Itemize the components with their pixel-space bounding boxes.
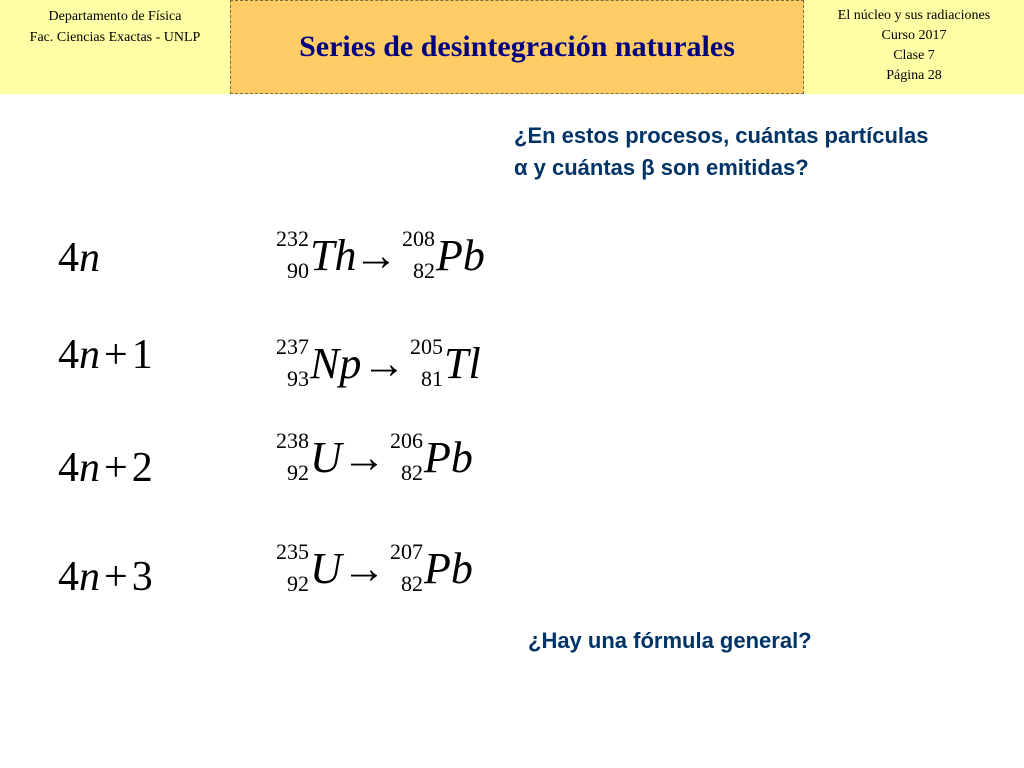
series-operator: + xyxy=(104,445,128,491)
department-label: Departamento de Física xyxy=(48,9,182,24)
atomic-number: 82 xyxy=(401,571,423,596)
element-symbol: Np xyxy=(310,339,362,388)
series-label-4n-plus-3 xyxy=(58,556,153,598)
atomic-number: 92 xyxy=(287,460,309,485)
question-general-formula: ¿Hay una fórmula general? xyxy=(528,628,812,653)
element-symbol: U xyxy=(310,544,342,593)
header-left-panel xyxy=(0,0,230,94)
series-addend: 1 xyxy=(131,332,153,378)
series-operator: + xyxy=(104,332,128,378)
page-title: Series de desintegración naturales xyxy=(299,30,735,63)
class-number-label: Clase 7 xyxy=(893,48,935,63)
header-right-panel xyxy=(804,0,1024,94)
series-label-4n xyxy=(58,237,100,279)
mass-number: 206 xyxy=(390,428,423,453)
decay-arrow: → xyxy=(362,339,406,388)
decay-arrow: → xyxy=(342,433,386,482)
question-particles xyxy=(514,120,928,184)
series-label-4n-plus-1 xyxy=(58,334,153,376)
element-symbol: Th xyxy=(310,231,357,280)
series-coef: 4 xyxy=(58,445,79,491)
element-symbol: Pb xyxy=(424,433,473,482)
atomic-number: 90 xyxy=(287,258,309,283)
element-symbol: U xyxy=(310,433,342,482)
page-number-label: Página 28 xyxy=(886,68,942,83)
atomic-number: 93 xyxy=(287,366,309,391)
series-var: n xyxy=(79,554,100,600)
decay-equation-neptunium xyxy=(276,334,510,398)
series-coef: 4 xyxy=(58,235,79,281)
series-var: n xyxy=(79,445,100,491)
atomic-number: 81 xyxy=(421,366,443,391)
decay-equation-uranium-238 xyxy=(276,428,510,492)
decay-arrow: → xyxy=(354,231,398,280)
course-name-label: El núcleo y sus radiaciones xyxy=(837,8,991,23)
series-addend: 2 xyxy=(131,445,153,491)
question-line-2: α y cuántas β son emitidas? xyxy=(514,155,809,180)
faculty-label: Fac. Ciencias Exactas - UNLP xyxy=(29,30,201,45)
atomic-number: 92 xyxy=(287,571,309,596)
course-year-label: Curso 2017 xyxy=(881,28,947,43)
element-symbol: Tl xyxy=(444,339,481,388)
mass-number: 237 xyxy=(276,334,309,359)
header-title-panel xyxy=(230,0,804,94)
atomic-number: 82 xyxy=(413,258,435,283)
decay-equation-thorium xyxy=(276,226,510,290)
mass-number: 208 xyxy=(402,226,435,251)
decay-arrow: → xyxy=(342,544,386,593)
series-addend: 3 xyxy=(131,554,153,600)
atomic-number: 82 xyxy=(401,460,423,485)
mass-number: 205 xyxy=(410,334,443,359)
mass-number: 235 xyxy=(276,539,309,564)
mass-number: 238 xyxy=(276,428,309,453)
series-label-4n-plus-2 xyxy=(58,447,153,489)
series-var: n xyxy=(79,332,100,378)
element-symbol: Pb xyxy=(424,544,473,593)
mass-number: 232 xyxy=(276,226,309,251)
series-operator: + xyxy=(104,554,128,600)
series-var: n xyxy=(79,235,100,281)
question-line-1: ¿En estos procesos, cuántas partículas xyxy=(514,123,929,148)
series-coef: 4 xyxy=(58,332,79,378)
mass-number: 207 xyxy=(390,539,423,564)
decay-equation-uranium-235 xyxy=(276,539,510,603)
element-symbol: Pb xyxy=(436,231,485,280)
series-coef: 4 xyxy=(58,554,79,600)
